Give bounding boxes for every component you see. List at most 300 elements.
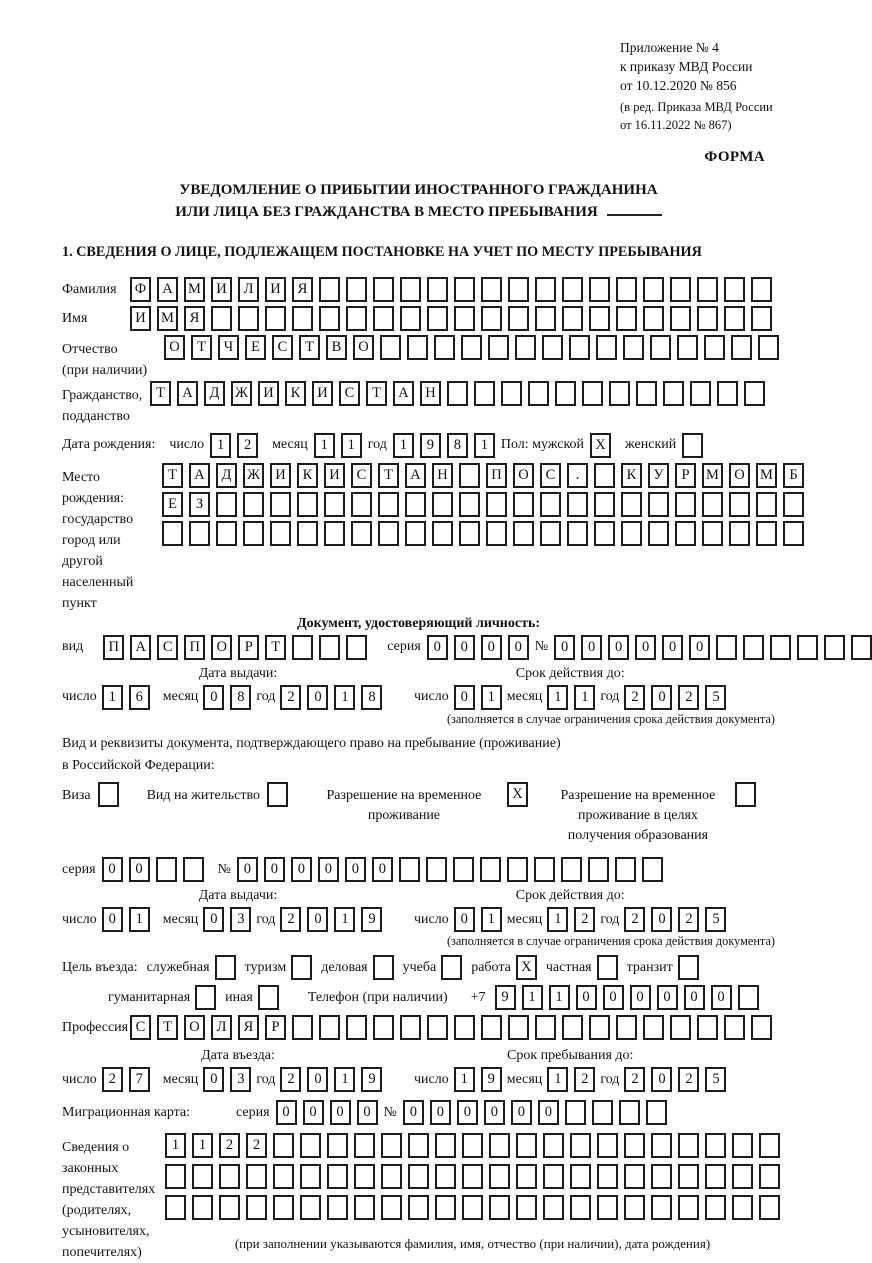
char-box[interactable]: М [157, 306, 178, 331]
char-box[interactable]: У [648, 463, 669, 488]
char-box[interactable]: 2 [624, 1067, 645, 1092]
char-box[interactable] [399, 857, 420, 882]
char-box[interactable]: 0 [651, 907, 672, 932]
char-box[interactable] [589, 1015, 610, 1040]
char-box[interactable] [704, 335, 725, 360]
char-box[interactable] [400, 277, 421, 302]
char-box[interactable] [732, 1164, 753, 1189]
char-box[interactable]: Т [162, 463, 183, 488]
char-box[interactable] [292, 1015, 313, 1040]
char-box[interactable] [216, 521, 237, 546]
char-box[interactable] [432, 492, 453, 517]
char-box[interactable]: 2 [280, 685, 301, 710]
char-box[interactable] [270, 521, 291, 546]
char-box[interactable]: М [756, 463, 777, 488]
char-box[interactable] [516, 1133, 537, 1158]
char-box[interactable]: С [157, 635, 178, 660]
char-box[interactable] [724, 1015, 745, 1040]
char-box[interactable]: А [177, 381, 198, 406]
char-box[interactable] [642, 857, 663, 882]
char-box[interactable] [427, 1015, 448, 1040]
char-box[interactable]: И [258, 381, 279, 406]
char-box[interactable]: Я [238, 1015, 259, 1040]
char-box[interactable]: X [507, 782, 528, 807]
char-box[interactable]: 1 [547, 907, 568, 932]
char-box[interactable] [651, 1133, 672, 1158]
char-box[interactable]: 0 [102, 857, 123, 882]
char-box[interactable] [346, 306, 367, 331]
char-box[interactable]: Р [675, 463, 696, 488]
char-box[interactable] [273, 1164, 294, 1189]
char-box[interactable] [670, 1015, 691, 1040]
char-box[interactable] [319, 1015, 340, 1040]
char-box[interactable] [381, 1195, 402, 1220]
char-box[interactable] [346, 1015, 367, 1040]
char-box[interactable]: 1 [314, 433, 335, 458]
char-box[interactable]: Т [265, 635, 286, 660]
char-box[interactable] [724, 306, 745, 331]
char-box[interactable] [589, 277, 610, 302]
char-box[interactable] [474, 381, 495, 406]
char-box[interactable]: 0 [291, 857, 312, 882]
char-box[interactable]: Т [157, 1015, 178, 1040]
char-box[interactable] [381, 1133, 402, 1158]
char-box[interactable] [624, 1133, 645, 1158]
char-box[interactable]: 3 [230, 1067, 251, 1092]
char-box[interactable] [488, 335, 509, 360]
char-box[interactable] [381, 1164, 402, 1189]
char-box[interactable]: 0 [454, 907, 475, 932]
char-box[interactable]: 1 [334, 685, 355, 710]
char-box[interactable] [650, 335, 671, 360]
char-box[interactable]: 0 [203, 685, 224, 710]
char-box[interactable]: Ф [130, 277, 151, 302]
char-box[interactable] [516, 1195, 537, 1220]
char-box[interactable] [156, 857, 177, 882]
char-box[interactable] [621, 521, 642, 546]
char-box[interactable]: 3 [230, 907, 251, 932]
char-box[interactable] [346, 277, 367, 302]
char-box[interactable] [646, 1100, 667, 1125]
char-box[interactable]: Л [211, 1015, 232, 1040]
char-box[interactable] [481, 277, 502, 302]
char-box[interactable]: Р [265, 1015, 286, 1040]
char-box[interactable]: А [405, 463, 426, 488]
char-box[interactable]: З [189, 492, 210, 517]
char-box[interactable]: 0 [237, 857, 258, 882]
char-box[interactable]: 7 [129, 1067, 150, 1092]
char-box[interactable]: 5 [705, 1067, 726, 1092]
char-box[interactable]: 1 [547, 685, 568, 710]
char-box[interactable] [751, 277, 772, 302]
char-box[interactable] [373, 277, 394, 302]
char-box[interactable]: К [621, 463, 642, 488]
char-box[interactable] [426, 857, 447, 882]
char-box[interactable]: 1 [210, 433, 231, 458]
char-box[interactable] [542, 335, 563, 360]
char-box[interactable] [596, 335, 617, 360]
char-box[interactable] [501, 381, 522, 406]
char-box[interactable] [534, 857, 555, 882]
char-box[interactable]: 5 [705, 907, 726, 932]
char-box[interactable]: 1 [574, 685, 595, 710]
char-box[interactable] [582, 381, 603, 406]
char-box[interactable] [405, 492, 426, 517]
char-box[interactable] [211, 306, 232, 331]
char-box[interactable] [408, 1133, 429, 1158]
char-box[interactable]: С [130, 1015, 151, 1040]
char-box[interactable] [324, 521, 345, 546]
char-box[interactable]: . [567, 463, 588, 488]
char-box[interactable] [555, 381, 576, 406]
char-box[interactable] [797, 635, 818, 660]
char-box[interactable] [165, 1164, 186, 1189]
char-box[interactable]: 9 [361, 1067, 382, 1092]
char-box[interactable] [427, 306, 448, 331]
char-box[interactable] [716, 635, 737, 660]
char-box[interactable]: 2 [624, 907, 645, 932]
char-box[interactable] [824, 635, 845, 660]
char-box[interactable] [562, 277, 583, 302]
char-box[interactable] [678, 1195, 699, 1220]
char-box[interactable] [783, 492, 804, 517]
char-box[interactable]: 0 [662, 635, 683, 660]
char-box[interactable] [636, 381, 657, 406]
char-box[interactable]: 8 [361, 685, 382, 710]
char-box[interactable] [291, 955, 312, 980]
char-box[interactable] [567, 521, 588, 546]
char-box[interactable]: 0 [430, 1100, 451, 1125]
char-box[interactable] [651, 1164, 672, 1189]
char-box[interactable] [651, 1195, 672, 1220]
char-box[interactable] [528, 381, 549, 406]
char-box[interactable] [195, 985, 216, 1010]
char-box[interactable] [98, 782, 119, 807]
char-box[interactable] [459, 492, 480, 517]
char-box[interactable] [561, 857, 582, 882]
char-box[interactable]: Н [432, 463, 453, 488]
char-box[interactable]: Т [378, 463, 399, 488]
char-box[interactable] [258, 985, 279, 1010]
char-box[interactable]: X [590, 433, 611, 458]
char-box[interactable]: 1 [481, 907, 502, 932]
char-box[interactable]: 0 [651, 1067, 672, 1092]
char-box[interactable]: Ж [243, 463, 264, 488]
char-box[interactable] [378, 521, 399, 546]
char-box[interactable]: Ж [231, 381, 252, 406]
char-box[interactable] [717, 381, 738, 406]
char-box[interactable]: П [486, 463, 507, 488]
char-box[interactable]: 9 [361, 907, 382, 932]
char-box[interactable] [292, 306, 313, 331]
char-box[interactable] [378, 492, 399, 517]
char-box[interactable]: 1 [549, 985, 570, 1010]
char-box[interactable] [682, 433, 703, 458]
char-box[interactable]: 1 [474, 433, 495, 458]
char-box[interactable]: Т [366, 381, 387, 406]
char-box[interactable] [400, 306, 421, 331]
char-box[interactable] [481, 1015, 502, 1040]
char-box[interactable]: 0 [307, 685, 328, 710]
char-box[interactable] [594, 492, 615, 517]
char-box[interactable] [759, 1195, 780, 1220]
char-box[interactable]: 1 [129, 907, 150, 932]
char-box[interactable] [292, 635, 313, 660]
char-box[interactable] [219, 1164, 240, 1189]
char-box[interactable] [434, 335, 455, 360]
char-box[interactable]: Я [184, 306, 205, 331]
char-box[interactable] [643, 1015, 664, 1040]
char-box[interactable] [192, 1195, 213, 1220]
char-box[interactable] [735, 782, 756, 807]
char-box[interactable]: В [326, 335, 347, 360]
char-box[interactable]: 0 [481, 635, 502, 660]
char-box[interactable] [405, 521, 426, 546]
char-box[interactable] [751, 1015, 772, 1040]
char-box[interactable]: Ч [218, 335, 239, 360]
char-box[interactable] [513, 521, 534, 546]
char-box[interactable]: Я [292, 277, 313, 302]
char-box[interactable] [432, 521, 453, 546]
char-box[interactable]: Д [216, 463, 237, 488]
char-box[interactable] [265, 306, 286, 331]
char-box[interactable] [565, 1100, 586, 1125]
char-box[interactable]: 0 [511, 1100, 532, 1125]
char-box[interactable]: 1 [192, 1133, 213, 1158]
char-box[interactable] [621, 492, 642, 517]
char-box[interactable]: Л [238, 277, 259, 302]
char-box[interactable] [273, 1133, 294, 1158]
char-box[interactable] [697, 1015, 718, 1040]
char-box[interactable] [678, 1133, 699, 1158]
char-box[interactable] [243, 521, 264, 546]
char-box[interactable]: 0 [427, 635, 448, 660]
char-box[interactable]: 0 [372, 857, 393, 882]
char-box[interactable]: 1 [393, 433, 414, 458]
char-box[interactable]: Т [299, 335, 320, 360]
char-box[interactable] [243, 492, 264, 517]
char-box[interactable] [192, 1164, 213, 1189]
char-box[interactable] [724, 277, 745, 302]
char-box[interactable] [705, 1164, 726, 1189]
char-box[interactable] [351, 521, 372, 546]
char-box[interactable] [758, 335, 779, 360]
char-box[interactable]: И [270, 463, 291, 488]
char-box[interactable] [535, 306, 556, 331]
char-box[interactable] [435, 1195, 456, 1220]
char-box[interactable] [319, 306, 340, 331]
char-box[interactable] [327, 1195, 348, 1220]
char-box[interactable]: 0 [318, 857, 339, 882]
char-box[interactable] [588, 857, 609, 882]
char-box[interactable] [759, 1133, 780, 1158]
char-box[interactable]: 0 [203, 907, 224, 932]
char-box[interactable] [615, 857, 636, 882]
char-box[interactable] [327, 1164, 348, 1189]
char-box[interactable] [408, 1164, 429, 1189]
char-box[interactable] [594, 521, 615, 546]
char-box[interactable]: А [130, 635, 151, 660]
char-box[interactable]: С [351, 463, 372, 488]
char-box[interactable]: 0 [345, 857, 366, 882]
char-box[interactable]: 0 [203, 1067, 224, 1092]
char-box[interactable]: А [393, 381, 414, 406]
char-box[interactable]: Т [150, 381, 171, 406]
char-box[interactable]: И [324, 463, 345, 488]
char-box[interactable] [783, 521, 804, 546]
char-box[interactable] [480, 857, 501, 882]
char-box[interactable]: 1 [165, 1133, 186, 1158]
char-box[interactable]: 1 [334, 1067, 355, 1092]
char-box[interactable] [705, 1195, 726, 1220]
char-box[interactable] [489, 1133, 510, 1158]
char-box[interactable] [535, 277, 556, 302]
char-box[interactable] [535, 1015, 556, 1040]
char-box[interactable]: 0 [508, 635, 529, 660]
char-box[interactable]: 0 [581, 635, 602, 660]
char-box[interactable] [516, 1164, 537, 1189]
char-box[interactable] [507, 857, 528, 882]
char-box[interactable]: 2 [246, 1133, 267, 1158]
char-box[interactable] [570, 1133, 591, 1158]
char-box[interactable] [643, 277, 664, 302]
char-box[interactable]: 0 [603, 985, 624, 1010]
char-box[interactable] [453, 857, 474, 882]
char-box[interactable] [354, 1164, 375, 1189]
char-box[interactable]: С [540, 463, 561, 488]
char-box[interactable] [670, 277, 691, 302]
char-box[interactable] [589, 306, 610, 331]
char-box[interactable] [624, 1164, 645, 1189]
char-box[interactable] [270, 492, 291, 517]
char-box[interactable] [567, 492, 588, 517]
char-box[interactable] [508, 1015, 529, 1040]
char-box[interactable] [594, 463, 615, 488]
char-box[interactable]: О [184, 1015, 205, 1040]
char-box[interactable] [481, 306, 502, 331]
char-box[interactable]: 0 [651, 685, 672, 710]
char-box[interactable]: 1 [547, 1067, 568, 1092]
char-box[interactable]: С [339, 381, 360, 406]
char-box[interactable]: 0 [689, 635, 710, 660]
char-box[interactable]: 1 [454, 1067, 475, 1092]
char-box[interactable] [648, 492, 669, 517]
char-box[interactable] [597, 955, 618, 980]
char-box[interactable]: X [516, 955, 537, 980]
char-box[interactable] [543, 1133, 564, 1158]
char-box[interactable]: П [103, 635, 124, 660]
char-box[interactable] [732, 1133, 753, 1158]
char-box[interactable] [648, 521, 669, 546]
char-box[interactable]: 2 [574, 1067, 595, 1092]
char-box[interactable] [354, 1133, 375, 1158]
char-box[interactable]: 0 [538, 1100, 559, 1125]
char-box[interactable] [616, 306, 637, 331]
char-box[interactable] [759, 1164, 780, 1189]
char-box[interactable] [454, 306, 475, 331]
char-box[interactable]: 2 [678, 1067, 699, 1092]
char-box[interactable] [327, 1133, 348, 1158]
char-box[interactable] [515, 335, 536, 360]
char-box[interactable]: О [729, 463, 750, 488]
char-box[interactable]: 9 [481, 1067, 502, 1092]
char-box[interactable]: 0 [330, 1100, 351, 1125]
char-box[interactable] [697, 277, 718, 302]
char-box[interactable] [508, 277, 529, 302]
char-box[interactable]: Б [783, 463, 804, 488]
char-box[interactable]: Т [191, 335, 212, 360]
char-box[interactable]: 0 [630, 985, 651, 1010]
char-box[interactable]: 8 [447, 433, 468, 458]
char-box[interactable]: М [702, 463, 723, 488]
char-box[interactable]: 0 [454, 635, 475, 660]
char-box[interactable] [435, 1164, 456, 1189]
char-box[interactable] [300, 1164, 321, 1189]
char-box[interactable] [400, 1015, 421, 1040]
char-box[interactable] [380, 335, 401, 360]
char-box[interactable] [675, 521, 696, 546]
char-box[interactable]: 0 [102, 907, 123, 932]
char-box[interactable] [189, 521, 210, 546]
char-box[interactable] [678, 1164, 699, 1189]
char-box[interactable] [690, 381, 711, 406]
char-box[interactable] [729, 492, 750, 517]
char-box[interactable]: 9 [420, 433, 441, 458]
char-box[interactable]: М [184, 277, 205, 302]
char-box[interactable] [670, 306, 691, 331]
char-box[interactable] [570, 1164, 591, 1189]
char-box[interactable] [678, 955, 699, 980]
char-box[interactable] [408, 1195, 429, 1220]
char-box[interactable]: 0 [457, 1100, 478, 1125]
char-box[interactable] [238, 306, 259, 331]
char-box[interactable]: 0 [454, 685, 475, 710]
char-box[interactable]: О [353, 335, 374, 360]
char-box[interactable]: 1 [102, 685, 123, 710]
char-box[interactable]: 0 [264, 857, 285, 882]
char-box[interactable]: О [513, 463, 534, 488]
char-box[interactable]: 0 [711, 985, 732, 1010]
char-box[interactable]: 2 [678, 907, 699, 932]
char-box[interactable] [616, 1015, 637, 1040]
char-box[interactable] [319, 635, 340, 660]
char-box[interactable] [407, 335, 428, 360]
char-box[interactable] [454, 277, 475, 302]
char-box[interactable] [351, 492, 372, 517]
char-box[interactable] [597, 1195, 618, 1220]
char-box[interactable]: 0 [635, 635, 656, 660]
char-box[interactable] [489, 1164, 510, 1189]
char-box[interactable] [462, 1164, 483, 1189]
char-box[interactable]: 2 [237, 433, 258, 458]
char-box[interactable]: К [285, 381, 306, 406]
char-box[interactable]: 0 [554, 635, 575, 660]
char-box[interactable] [373, 955, 394, 980]
char-box[interactable]: 0 [684, 985, 705, 1010]
char-box[interactable] [447, 381, 468, 406]
char-box[interactable]: Р [238, 635, 259, 660]
char-box[interactable]: 8 [230, 685, 251, 710]
char-box[interactable]: С [272, 335, 293, 360]
char-box[interactable] [300, 1195, 321, 1220]
char-box[interactable] [459, 463, 480, 488]
char-box[interactable] [461, 335, 482, 360]
char-box[interactable]: 1 [334, 907, 355, 932]
char-box[interactable]: 2 [280, 907, 301, 932]
char-box[interactable]: 1 [481, 685, 502, 710]
char-box[interactable] [738, 985, 759, 1010]
char-box[interactable] [215, 955, 236, 980]
